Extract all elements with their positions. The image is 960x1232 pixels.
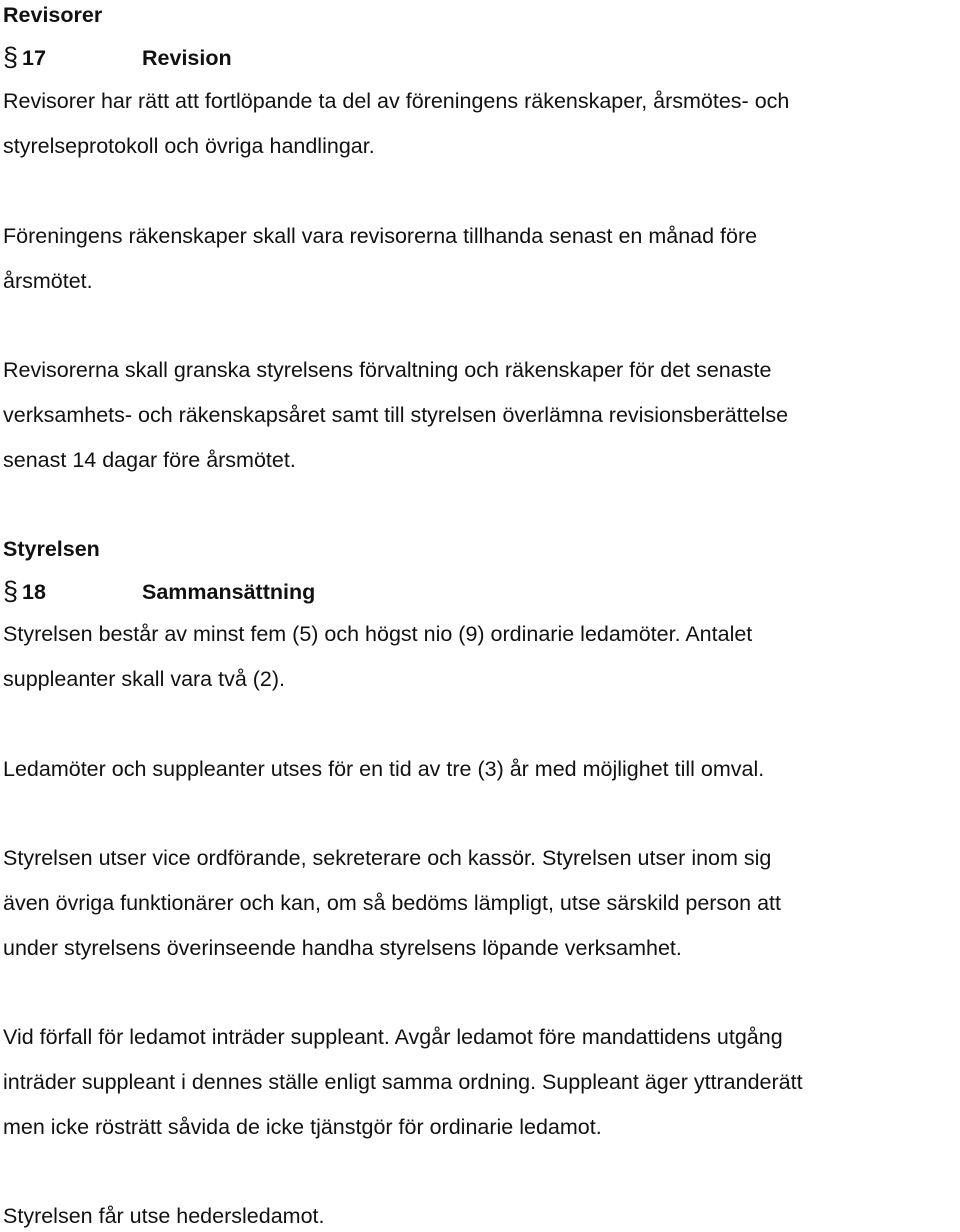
text-line: suppleanter skall vara två (2). [3,667,286,691]
section-title: Revision [142,46,232,70]
text-line: Styrelsen får utse hedersledamot. [3,1204,325,1228]
text-line: inträder suppleant i dennes ställe enligt samma ordning. Suppleant äger yttranderätt [3,1070,803,1094]
text-line: Revisorerna skall granska styrelsens förvaltning och räkenskaper för det senaste [3,358,772,382]
text-line: under styrelsens överinseende handha styrelsens löpande verksamhet. [3,936,682,960]
text-line: senast 14 dagar före årsmötet. [3,448,296,472]
paragraph-symbol: § [3,42,19,72]
text-line: Ledamöter och suppleanter utses för en tid av tre (3) år med möjlighet till omval. [3,757,765,781]
paragraph-symbol: § [3,576,19,606]
text-line: även övriga funktionärer och kan, om så bedöms lämpligt, utse särskild person att [3,891,781,915]
text-line: verksamhets- och räkenskapsåret samt till styrelsen överlämna revisionsberättelse [3,403,789,427]
text-line: årsmötet. [3,269,93,293]
text-line: men icke rösträtt såvida de icke tjänstgör för ordinarie ledamot. [3,1115,602,1139]
section-heading-revisorer: Revisorer [3,3,103,27]
text-line: Föreningens räkenskaper skall vara revisorerna tillhanda senast en månad före [3,224,758,248]
section-heading-styrelsen: Styrelsen [3,537,100,561]
text-line: Styrelsen utser vice ordförande, sekreterare och kassör. Styrelsen utser inom sig [3,846,772,870]
text-line: styrelseprotokoll och övriga handlingar. [3,134,375,158]
section-number: 17 [22,46,46,70]
text-line: Vid förfall för ledamot inträder suppleant. Avgår ledamot före mandattidens utgång [3,1025,783,1049]
section-title: Sammansättning [142,580,316,604]
section-number: 18 [22,580,46,604]
text-line: Revisorer har rätt att fortlöpande ta del av föreningens räkenskaper, årsmötes- och [3,89,790,113]
text-line: Styrelsen består av minst fem (5) och högst nio (9) ordinarie ledamöter. Antalet [3,622,753,646]
